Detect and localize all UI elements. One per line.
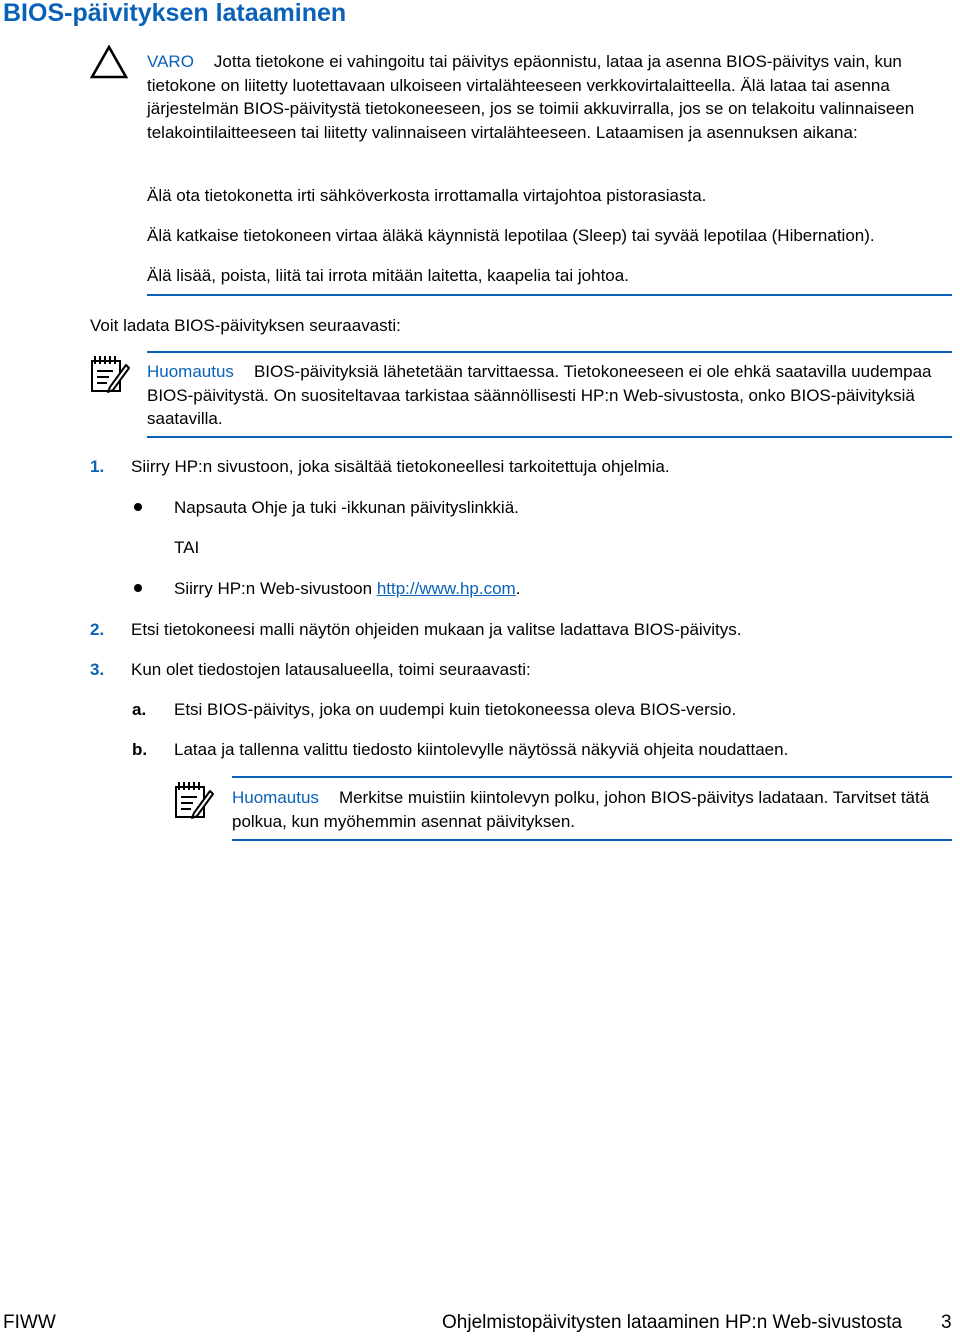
step-number: 3.: [90, 660, 105, 679]
bullet-dot: [134, 584, 142, 592]
caution-item: Älä lisää, poista, liitä tai irrota mitään laitetta, kaapelia tai johtoa.: [147, 266, 629, 285]
bullet-suffix: .: [515, 579, 521, 598]
note-pad-icon: [88, 353, 130, 395]
caution-text: Jotta tietokone ei vahingoitu tai päivitys epäonnistu, lataa ja asenna BIOS-päivitys vain, kun tietokone on liitetty luotettavaan ulkoiseen virtalähteeseen verkkovirtalaitteella. Älä lataa tai asenna järjestelmän BIOS-päivitystä tietokoneeseen, jos se toimii akkuvirralla, jos se on telakoitu valinnaiseen telakointilaitteeseen tai liitetty valinnaiseen virtalähteeseen. Lataamisen ja asennuksen aikana:: [147, 52, 915, 142]
or-text: TAI: [174, 538, 200, 557]
note-pad-icon: [172, 779, 214, 821]
step-text: Kun olet tiedostojen latausalueella, toimi seuraavasti:: [131, 660, 531, 679]
page-number: 3: [941, 1312, 952, 1333]
bullet-text: Siirry HP:n Web-sivustoon: [174, 579, 377, 598]
substep-letter: b.: [132, 740, 148, 759]
note2-label: Huomautus: [232, 788, 319, 807]
step-number: 2.: [90, 620, 105, 639]
step-number: 1.: [90, 457, 105, 476]
note-label: Huomautus: [147, 362, 234, 381]
note2-bottom-divider: [232, 839, 952, 841]
substep-text: Etsi BIOS-päivitys, joka on uudempi kuin tietokoneessa oleva BIOS-versio.: [174, 700, 737, 719]
step-text: Siirry HP:n sivustoon, joka sisältää tietokoneellesi tarkoitettuja ohjelmia.: [131, 457, 670, 476]
note-text: BIOS-päivityksiä lähetetään tarvittaessa. Tietokoneeseen ei ole ehkä saatavilla uudempaa BIOS-päivitystä. On suositeltavaa tarkistaa säännöllisesti HP:n Web-sivustosta, onko BIOS-päivityksiä saatavilla.: [147, 362, 932, 428]
caution-paragraph: [147, 50, 959, 144]
note2-top-divider: [232, 776, 952, 778]
intro-text: Voit ladata BIOS-päivityksen seuraavasti:: [90, 316, 401, 335]
note2-paragraph: [232, 786, 952, 833]
note2-text: Merkitse muistiin kiintolevyn polku, johon BIOS-päivitys ladataan. Tarvitset tätä polkua, kun myöhemmin asennat päivityksen.: [232, 788, 930, 831]
page-title: BIOS-päivityksen lataaminen: [3, 0, 347, 27]
caution-label: VARO: [147, 52, 194, 71]
caution-divider: [147, 294, 952, 296]
substep-text: Lataa ja tallenna valittu tiedosto kiintolevylle näytössä näkyviä ohjeita noudattaen.: [174, 740, 789, 759]
hp-website-link[interactable]: http://www.hp.com: [376, 579, 516, 598]
caution-item: Älä katkaise tietokoneen virtaa äläkä käynnistä lepotilaa (Sleep) tai syvää lepotilaa (Hibernation).: [147, 226, 875, 245]
bullet-item: [174, 577, 520, 600]
footer-left: FIWW: [3, 1312, 56, 1333]
note-top-divider: [147, 351, 952, 353]
note-paragraph: [147, 360, 959, 431]
substep-letter: a.: [132, 700, 147, 719]
footer-title: Ohjelmistopäivitysten lataaminen HP:n Web-sivustosta: [442, 1312, 903, 1333]
warning-triangle-icon: [90, 45, 128, 79]
bullet-dot: [134, 503, 142, 511]
bullet-item: Napsauta Ohje ja tuki -ikkunan päivityslinkkiä.: [174, 498, 519, 517]
note-bottom-divider: [147, 436, 952, 438]
caution-item: Älä ota tietokonetta irti sähköverkosta irrottamalla virtajohtoa pistorasiasta.: [147, 186, 707, 205]
step-text: Etsi tietokoneesi malli näytön ohjeiden mukaan ja valitse ladattava BIOS-päivitys.: [131, 620, 742, 639]
